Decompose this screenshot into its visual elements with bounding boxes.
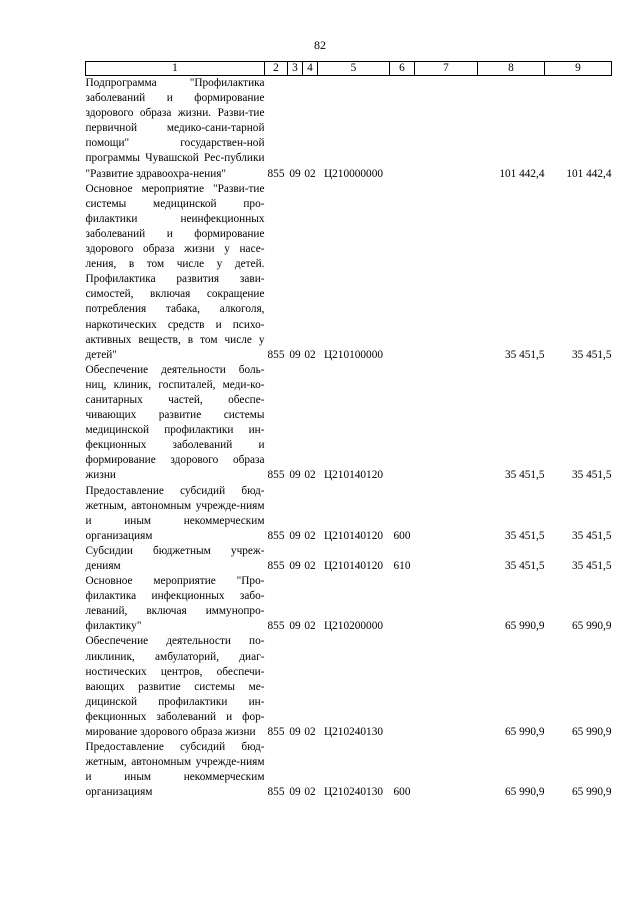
amount-cell: 65 990,9 (504, 620, 545, 633)
table-row (86, 363, 612, 484)
target-article-cell: Ц210100000 (324, 348, 383, 361)
expense-type-cell (390, 363, 415, 484)
table-row (86, 484, 612, 544)
row-name-cell: Обеспечение деятельности по-ликлиник, амбулаторий, диаг-ностических центров, обеспечи-вающих развитие системы ме-дицинской профилактики ин-фекционных заболеваний и фор-мирование здорового образа жизни (85, 635, 265, 739)
amount-total-cell: 35 451,5 (571, 560, 612, 572)
amount-total-cell: 65 990,9 (571, 620, 612, 633)
expense-type-cell (390, 634, 415, 740)
table-row (86, 740, 612, 800)
table-header-row (86, 62, 612, 76)
table-row (86, 76, 612, 182)
subsection-code-cell: 02 (304, 620, 316, 633)
amount-total-cell: 101 442,4 (566, 167, 612, 180)
expense-type-cell: 600 (393, 786, 411, 799)
grbs-code-cell: 855 (267, 560, 285, 572)
target-article-cell: Ц210140120 (324, 560, 383, 572)
expense-type-cell: 610 (393, 560, 411, 572)
column-header: 5 (318, 62, 390, 76)
amount-cell: 101 442,4 (499, 167, 545, 180)
section-code-cell: 09 (289, 529, 301, 542)
amount-cell: 35 451,5 (504, 469, 545, 482)
column-7-cell (415, 363, 478, 484)
target-article-cell: Ц210140120 (324, 469, 383, 482)
subsection-code-cell: 02 (304, 348, 316, 361)
grbs-code-cell: 855 (267, 620, 285, 633)
amount-cell: 65 990,9 (504, 726, 545, 739)
grbs-code-cell: 855 (267, 786, 285, 799)
column-7-cell (415, 740, 478, 800)
section-code-cell: 09 (289, 348, 301, 361)
amount-cell: 35 451,5 (504, 560, 545, 572)
amount-total-cell: 35 451,5 (571, 529, 612, 542)
row-name-cell: Подпрограмма "Профилактика заболеваний и формирование здорового образа жизни. Разви-тие первичной медико-сани-тарной помощи" государствен-ной программы Чувашской Рес-публики "Развитие здравоохра-нения" (85, 77, 265, 180)
column-7-cell (415, 182, 478, 363)
amount-total-cell: 35 451,5 (571, 348, 612, 361)
budget-table (85, 61, 612, 801)
column-header: 9 (545, 62, 612, 76)
amount-cell: 65 990,9 (504, 786, 545, 799)
table-row (86, 182, 612, 363)
table-body (86, 76, 612, 801)
grbs-code-cell: 855 (267, 529, 285, 542)
target-article-cell: Ц210240130 (324, 786, 383, 799)
subsection-code-cell: 02 (304, 560, 316, 572)
section-code-cell: 09 (289, 560, 301, 572)
row-name-cell: Предоставление субсидий бюд-жетным, автономным учрежде-ниям и иным некоммерческим организациям (85, 484, 265, 542)
section-code-cell: 09 (289, 786, 301, 799)
amount-cell: 35 451,5 (504, 529, 545, 542)
subsection-code-cell: 02 (304, 726, 316, 739)
section-code-cell: 09 (289, 167, 301, 180)
subsection-code-cell: 02 (304, 469, 316, 482)
grbs-code-cell: 855 (267, 726, 285, 739)
row-name-cell: Субсидии бюджетным учреж-дениям (85, 544, 265, 572)
column-7-cell (415, 484, 478, 544)
section-code-cell: 09 (289, 726, 301, 739)
section-code-cell: 09 (289, 620, 301, 633)
table-row (86, 574, 612, 634)
page-number: 82 (314, 38, 326, 52)
row-name-cell: Предоставление субсидий бюд-жетным, автономным учрежде-ниям и иным некоммерческим организациям (85, 741, 265, 799)
column-header: 3 (288, 62, 303, 76)
column-header: 7 (415, 62, 478, 76)
table-row (86, 634, 612, 740)
column-7-cell (415, 634, 478, 740)
target-article-cell: Ц210240130 (324, 726, 383, 739)
subsection-code-cell: 02 (304, 529, 316, 542)
column-7-cell (415, 76, 478, 182)
expense-type-cell (390, 76, 415, 182)
amount-total-cell: 35 451,5 (571, 469, 612, 482)
column-header: 1 (86, 62, 265, 76)
row-name-cell: Обеспечение деятельности боль-ниц, клиник, госпиталей, меди-ко-санитарных частей, обеспе-чивающих развитие системы медицинской профилактики ин-фекционных заболеваний и формирование здорового образа жизни (85, 363, 265, 482)
table-row (86, 544, 612, 574)
section-code-cell: 09 (289, 469, 301, 482)
amount-total-cell: 65 990,9 (571, 726, 612, 739)
grbs-code-cell: 855 (267, 469, 285, 482)
column-header: 8 (478, 62, 545, 76)
amount-cell: 35 451,5 (504, 348, 545, 361)
column-header: 6 (390, 62, 415, 76)
column-header: 2 (265, 62, 288, 76)
grbs-code-cell: 855 (267, 167, 285, 180)
subsection-code-cell: 02 (304, 167, 316, 180)
target-article-cell: Ц210000000 (324, 167, 383, 180)
column-7-cell (415, 544, 478, 574)
target-article-cell: Ц210200000 (324, 620, 383, 633)
row-name-cell: Основное мероприятие "Разви-тие системы медицинской про-филактики неинфекционных заболеваний и формирование здорового образа жизни у насе-ления, в том числе у детей. Профилактика развития зави-симостей, включая сокращение потребления табака, алкоголя, наркотических средств и психо-активных веществ, в том числе у детей" (85, 182, 265, 361)
expense-type-cell (390, 182, 415, 363)
row-name-cell: Основное мероприятие "Про-филактика инфекционных забо-леваний, включая иммунопро-филактику" (85, 575, 265, 633)
column-header: 4 (303, 62, 318, 76)
amount-total-cell: 65 990,9 (571, 786, 612, 799)
expense-type-cell (390, 574, 415, 634)
grbs-code-cell: 855 (267, 348, 285, 361)
target-article-cell: Ц210140120 (324, 529, 383, 542)
expense-type-cell: 600 (393, 529, 411, 542)
subsection-code-cell: 02 (304, 786, 316, 799)
column-7-cell (415, 574, 478, 634)
